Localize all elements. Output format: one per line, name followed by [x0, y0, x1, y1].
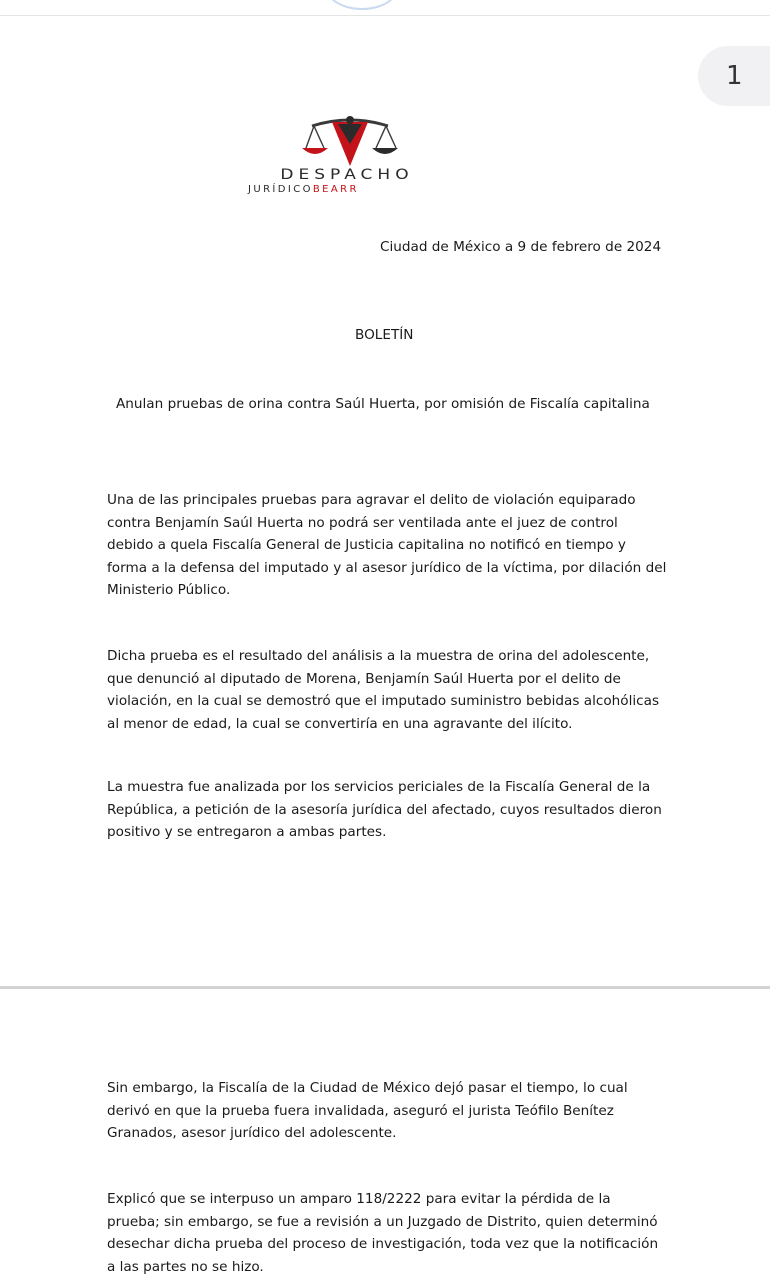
body-paragraph: Una de las principales pruebas para agravar el delito de violación equiparado contra Benjamín Saúl Huerta no podrá ser ventilada ante el juez de control debido a quela Fiscalía General de Justicia capitalina no notificó en tiempo y forma a la defensa del imputado y al asesor jurídico de la víctima, por dilación del Ministerio Público.: [107, 492, 667, 598]
document-headline: Anulan pruebas de orina contra Saúl Huerta, por omisión de Fiscalía capitalina: [116, 396, 650, 412]
logo-subtitle-b: BEARR: [312, 184, 359, 195]
logo-subtitle-a: JURÍDICO: [248, 184, 313, 195]
page-break-divider: [0, 986, 770, 989]
viewer-top-edge: [0, 15, 770, 16]
body-paragraph: Dicha prueba es el resultado del análisis a la muestra de orina del adolescente, que denunció al diputado de Morena, Benjamín Saúl Huerta por el delito de violación, en la cual se demostró que el imputado suministro bebidas alcohólicas al menor de edad, la cual se convertiría en una agravante del ilícito.: [107, 648, 660, 732]
page-number: 1: [726, 61, 743, 91]
logo-title: DESPACHO: [280, 166, 414, 184]
scales-of-justice-icon: [302, 114, 398, 170]
page-number-badge: [698, 46, 770, 106]
body-paragraph: La muestra fue analizada por los servicios periciales de la Fiscalía General de la República, a petición de la asesoría jurídica del afectado, cuyos resultados dieron positivo y se entregaron a ambas partes.: [107, 779, 662, 840]
logo-subtitle: [248, 184, 454, 195]
document-label: BOLETÍN: [355, 327, 414, 343]
scroll-indicator-icon: [326, 0, 398, 10]
document-date: Ciudad de México a 9 de febrero de 2024: [380, 239, 662, 255]
body-paragraph: Sin embargo, la Fiscalía de la Ciudad de México dejó pasar el tiempo, lo cual derivó en que la prueba fuera invalidada, aseguró el jurista Teófilo Benítez Granados, asesor jurídico del adolescente.: [107, 1080, 628, 1141]
firm-logo: [246, 110, 452, 198]
body-paragraph: Explicó que se interpuso un amparo 118/2222 para evitar la pérdida de la prueba; sin embargo, se fue a revisión a un Juzgado de Distrito, quien determinó desechar dicha prueba del proceso de investigación, toda vez que la notificación a las partes no se hizo.: [107, 1191, 659, 1275]
